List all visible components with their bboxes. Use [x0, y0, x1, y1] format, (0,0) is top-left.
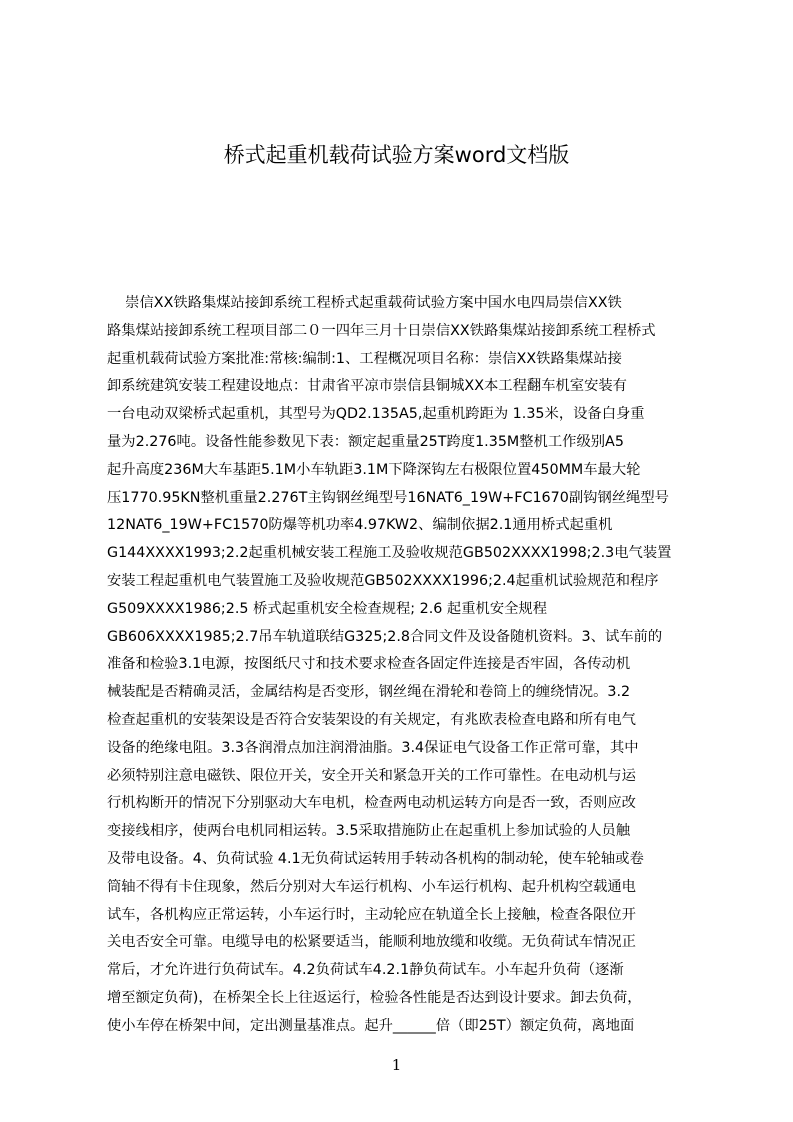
text-line: 安装工程起重机电气装置施工及验收规范GB502XXXX1996;2.4起重机试验规范和程序 [107, 572, 659, 589]
text-line: 量为2.276吨。设备性能参数见下表：额定起重量25T跨度1.35M整机工作级别A5 [107, 433, 624, 450]
text-line: 及带电设备。4、负荷试验 4.1无负荷试运转用手转动各机构的制动轮，使车轮轴或卷 [107, 850, 644, 867]
text-line: 变接线相序，使两台电机同相运转。3.5采取措施防止在起重机上参加试验的人员触 [107, 823, 631, 840]
text-line: 路集煤站接卸系统工程项目部二０一四年三月十日崇信XX铁路集煤站接卸系统工程桥式 [107, 322, 656, 339]
text-line: G509XXXX1986;2.5 桥式起重机安全检查规程; 2.6 起重机安全规程 [107, 600, 548, 617]
text-line: 增至额定负荷)，在桥架全长上往返运行，检验各性能是否达到设计要求。卸去负荷， [107, 989, 642, 1006]
body-text [107, 290, 697, 1041]
text-line: 行机构断开的情况下分别驱动大车电机，检查两电动机运转方向是否一致，否则应改 [107, 795, 636, 812]
text-line: 必须特别注意电磁铁、限位开关，安全开关和紧急开关的工作可靠性。在电动机与运 [107, 767, 636, 784]
text-line: 起重机载荷试验方案批准:常核:编制:1、工程概况项目名称：崇信XX铁路集煤站接 [107, 350, 622, 367]
text-line: 起升高度236M大车基距5.1M小车轨距3.1M下降深钩左右极限位置450MM车最大轮 [107, 461, 641, 478]
text-line: 12NAT6_19W+FC1570防爆等机功率4.97KW2、编制依据2.1通用桥式起重机 [107, 517, 613, 534]
text-line: 筒轴不得有卡住现象，然后分别对大车运行机构、小车运行机构、起升机构空载通电 [107, 878, 636, 895]
text-line: G144XXXX1993;2.2起重机械安装工程施工及验收规范GB502XXXX1998;2.3电气装置 [107, 545, 672, 562]
page-number: 1 [391, 1056, 402, 1074]
text-line: 检查起重机的安装架设是否符合安装架设的有关规定，有兆欧表检查电路和所有电气 [107, 711, 636, 728]
text-line: 试车，各机构应正常运转，小车运行时，主动轮应在轨道全长上接触，检查各限位开 [107, 906, 636, 923]
document-title: 桥式起重机载荷试验方案word文档版 [223, 143, 570, 167]
text-line: 一台电动双梁桥式起重机，其型号为QD2.135A5,起重机跨距为 1.35米，设备白身重 [107, 406, 645, 423]
text-line: 压1770.95KN整机重量2.276T主钩钢丝绳型号16NAT6_19W+FC1670副钩钢丝绳型号 [107, 489, 669, 506]
text-line: 崇信XX铁路集煤站接卸系统工程桥式起重载荷试验方案中国水电四局崇信XX铁 [107, 295, 622, 311]
text-line: 关电否安全可靠。电缆导电的松紧要适当，能顺利地放缆和收缆。无负荷试车情况正 [107, 934, 636, 951]
text-line: 使小车停在桥架中间，定出测量基准点。起升______倍（即25T）额定负荷，离地面 [107, 1017, 635, 1034]
text-line: GB606XXXX1985;2.7吊车轨道联结G325;2.8合同文件及设备随机资料。3、试车前的 [107, 628, 663, 645]
text-line: 卸系统建筑安装工程建设地点：甘肃省平凉市崇信县铜城XX本工程翻车机室安装有 [107, 378, 627, 395]
text-line: 常后，才允许进行负荷试车。4.2负荷试车4.2.1静负荷试车。小车起升负荷（逐渐 [107, 962, 624, 979]
text-line: 准备和检验3.1电源，按图纸尺寸和技术要求检查各固定件连接是否牢固，各传动机 [107, 656, 631, 673]
text-line: 械装配是否精确灵活，金属结构是否变形，钢丝绳在滑轮和卷筒上的缠绕情况。3.2 [107, 684, 631, 701]
text-line: 设备的绝缘电阻。3.3各润滑点加注润滑油脂。3.4保证电气设备工作正常可靠，其中 [107, 739, 639, 756]
